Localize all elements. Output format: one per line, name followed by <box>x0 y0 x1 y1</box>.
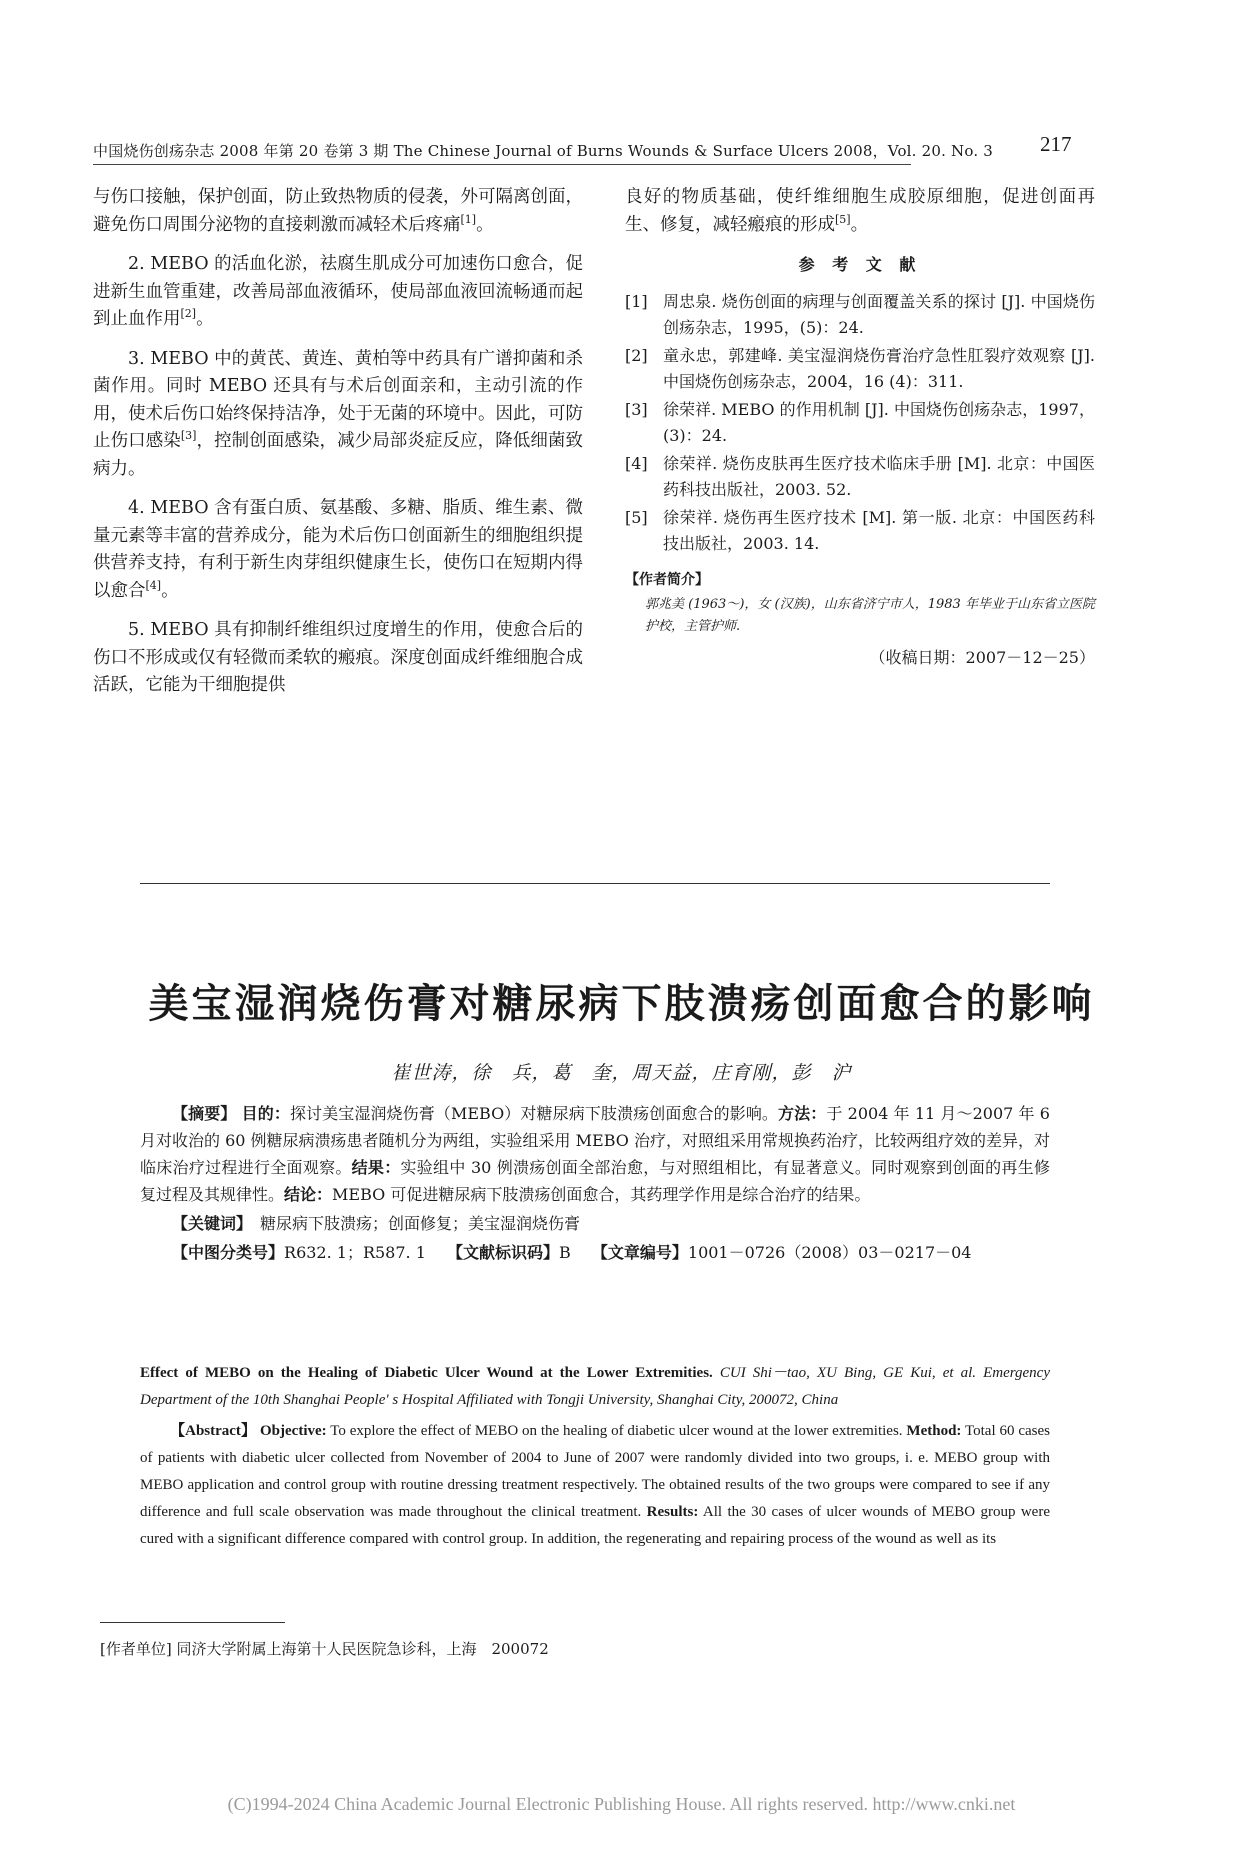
english-results-label: Results: <box>646 1504 699 1520</box>
english-method-text: Total 60 cases of patients with diabetic ulcer collected from November of 2004 to June of 2007 were randomly divided into two groups, i. e. MEBO group with MEBO application and control group with routine dressing treatment respectively. The obtained results of the two groups were compared to see if any difference and full scale observation was made throughout the clinical treatment. <box>140 1423 1050 1520</box>
right-column <box>625 184 1095 672</box>
article-number-text: 1001－0726（2008）03－0217－04 <box>687 1243 972 1262</box>
conclusion-label: 结论： <box>284 1185 333 1204</box>
objective-label: 目的： <box>241 1104 290 1123</box>
citation-5: [5] <box>835 212 851 226</box>
objective-text: 探讨美宝湿润烧伤膏（MEBO）对糖尿病下肢溃疡创面愈合的影响。 <box>289 1104 779 1123</box>
reference-text: 周忠泉. 烧伤创面的病理与创面覆盖关系的探讨 [J]. 中国烧伤创疡杂志，1995，(5)：24. <box>663 291 1095 337</box>
left-paragraph-4 <box>93 495 583 605</box>
english-title-line <box>140 1360 1050 1414</box>
left-paragraph-2 <box>93 251 583 334</box>
copyright-watermark: (C)1994-2024 China Academic Journal Electronic Publishing House. All rights reserved. http://www.cnki.net <box>227 1794 1016 1814</box>
english-title: Effect of MEBO on the Healing of Diabetic Ulcer Wound at the Lower Extremities. <box>140 1365 713 1381</box>
article-separator-rule <box>140 883 1050 884</box>
english-objective-label: Objective: <box>260 1423 327 1439</box>
left-column <box>93 184 583 712</box>
citation-5-num: 5 <box>839 212 847 226</box>
left-p2-end: 。 <box>196 309 214 329</box>
left-paragraph-5: 5. MEBO 具有抑制纤维组织过度增生的作用，使愈合后的伤口不形成或仅有轻微而柔软的瘢痕。深度创面成纤维细胞合成活跃，它能为干细胞提供 <box>93 620 583 695</box>
left-paragraph-1 <box>93 184 583 239</box>
received-date: （收稿日期：2007－12－25） <box>869 648 1095 667</box>
reference-item <box>625 451 1095 503</box>
citation-3-num: 3 <box>185 429 193 443</box>
citation-4-num: 4 <box>149 578 157 592</box>
left-p4-end: 。 <box>161 580 179 601</box>
left-p3-text-b: ，控制创面感染，减少局部炎症反应，降低细菌致病力。 <box>93 431 584 479</box>
reference-number: [2] <box>625 345 648 365</box>
keywords-label: 【关键词】 <box>172 1214 245 1233</box>
article-title: 美宝湿润烧伤膏对糖尿病下肢溃疡创面愈合的影响 <box>148 981 1095 1027</box>
class-text: R632. 1；R587. 1 <box>284 1243 426 1262</box>
keywords-line <box>140 1210 1050 1237</box>
reference-text: 童永忠，郭建峰. 美宝湿润烧伤膏治疗急性肛裂疗效观察 [J]. 中国烧伤创疡杂志，2004，16 (4)：311. <box>663 345 1095 391</box>
method-label: 方法： <box>778 1104 827 1123</box>
reference-text: 徐荣祥. 烧伤再生医疗技术 [M]. 第一版. 北京：中国医药科技出版社，2003. 14. <box>663 507 1095 553</box>
author-unit-footnote: [作者单位] 同济大学附属上海第十人民医院急诊科，上海 200072 <box>100 1640 549 1658</box>
left-p3-text-a: 3. MEBO 中的黄芪、黄连、黄柏等中药具有广谱抑菌和杀菌作用。同时 MEBO 还具有与术后创面亲和，主动引流的作用，使术后伤口始终保持洁净，处于无菌的环境中。因此，可防止伤口感染 <box>93 348 583 451</box>
reference-number: [5] <box>625 507 648 527</box>
english-affiliation: CUI Shi－tao, XU Bing, GE Kui, et al. Emergency Department of the 10th Shanghai People' s Hospital Affiliated with Tongji University, Shanghai City, 200072, China <box>140 1365 1051 1408</box>
citation-4: [4] <box>145 578 162 592</box>
footnote-rule <box>100 1622 285 1623</box>
abstract-label: 【摘要】 <box>172 1104 237 1123</box>
citation-1-num: 1 <box>464 212 472 226</box>
result-label: 结果： <box>351 1158 401 1177</box>
citation-3: [3] <box>180 429 197 443</box>
reference-number: [4] <box>625 453 648 473</box>
reference-item <box>625 505 1095 557</box>
conclusion-text: MEBO 可促进糖尿病下肢溃疡创面愈合，其药理学作用是综合治疗的结果。 <box>332 1185 871 1204</box>
article-authors: 崔世涛，徐 兵，葛 奎，周天益，庄育刚，彭 沪 <box>391 1062 852 1084</box>
author-note-heading: 【作者简介】 <box>625 571 709 588</box>
english-abstract <box>140 1360 1050 1557</box>
class-label: 【中图分类号】 <box>172 1243 285 1262</box>
author-note-body: 郭兆美 (1963～)，女 (汉族)，山东省济宁市人，1983 年毕业于山东省立医院护校，主管护师. <box>645 597 1095 634</box>
classification-line <box>140 1239 1050 1266</box>
article-number-label: 【文章编号】 <box>591 1243 688 1262</box>
abstract-paragraph <box>140 1100 1050 1208</box>
english-abstract-label: 【Abstract】 <box>170 1423 257 1439</box>
left-p1-end: 。 <box>476 214 494 235</box>
english-results-text: All the 30 cases of ulcer wounds of MEBO group were cured with a significant difference compared with control group. In addition, the regenerating and repairing process of the wound as well as its <box>140 1504 1050 1547</box>
reference-item <box>625 397 1095 449</box>
right-paragraph-1 <box>625 184 1095 239</box>
reference-list <box>625 289 1095 557</box>
reference-item <box>625 289 1095 341</box>
english-abstract-body <box>140 1418 1050 1553</box>
reference-text: 徐荣祥. MEBO 的作用机制 [J]. 中国烧伤创疡杂志，1997，(3)：24. <box>663 399 1095 445</box>
keywords-text: 糖尿病下肢溃疡；创面修复；美宝湿润烧伤膏 <box>260 1214 581 1233</box>
right-p1-end: 。 <box>850 214 869 235</box>
chinese-abstract <box>140 1100 1050 1268</box>
reference-text: 徐荣祥. 烧伤皮肤再生医疗技术临床手册 [M]. 北京：中国医药科技出版社，2003. 52. <box>663 453 1095 499</box>
english-method-label: Method: <box>906 1423 962 1439</box>
reference-number: [3] <box>625 399 648 419</box>
reference-number: [1] <box>625 291 648 311</box>
citation-2-num: 2 <box>184 307 192 321</box>
left-p1-text: 与伤口接触，保护创面，防止致热物质的侵袭，外可隔离创面，避免伤口周围分泌物的直接刺激而减轻术后疼痛 <box>93 187 583 235</box>
doc-code-label: 【文献标识码】 <box>447 1243 560 1262</box>
reference-item <box>625 343 1095 395</box>
right-p1-text: 良好的物质基础，使纤维细胞生成胶原细胞，促进创面再生、修复，减轻瘢痕的形成 <box>625 187 1095 235</box>
citation-2: [2] <box>180 307 197 321</box>
references-heading: 参 考 文 献 <box>798 255 922 274</box>
result-text: 实验组中 30 例溃疡创面全部治愈，与对照组相比，有显著意义。同时观察到创面的再生修复过程及其规律性。 <box>140 1158 1050 1204</box>
page-number: 217 <box>1040 132 1072 156</box>
left-p2-text: 2. MEBO 的活血化淤，祛腐生肌成分可加速伤口愈合，促进新生血管重建，改善局部血液循环，使局部血液回流畅通而起到止血作用 <box>93 254 583 329</box>
method-text: 于 2004 年 11 月～2007 年 6 月对收治的 60 例糖尿病溃疡患者随机分为两组，实验组采用 MEBO 治疗，对照组采用常规换药治疗，比较两组疗效的差异，对临床治疗过程进行全面观察。 <box>140 1104 1050 1177</box>
doc-code-text: B <box>559 1243 571 1262</box>
header-rule <box>93 164 911 165</box>
english-objective-text: To explore the effect of MEBO on the healing of diabetic ulcer wound at the lower extremities. <box>330 1423 903 1439</box>
running-header: 中国烧伤创疡杂志 2008 年第 20 卷第 3 期 The Chinese Journal of Burns Wounds & Surface Ulcers 2008，Vol. 20. No. 3 <box>93 142 994 160</box>
left-p4-text: 4. MEBO 含有蛋白质、氨基酸、多糖、脂质、维生素、微量元素等丰富的营养成分，能为术后伤口创面新生的细胞组织提供营养支持，有利于新生肉芽组织健康生长，使伤口在短期内得以愈合 <box>93 498 583 601</box>
citation-1: [1] <box>460 212 477 226</box>
left-paragraph-3 <box>93 346 583 484</box>
